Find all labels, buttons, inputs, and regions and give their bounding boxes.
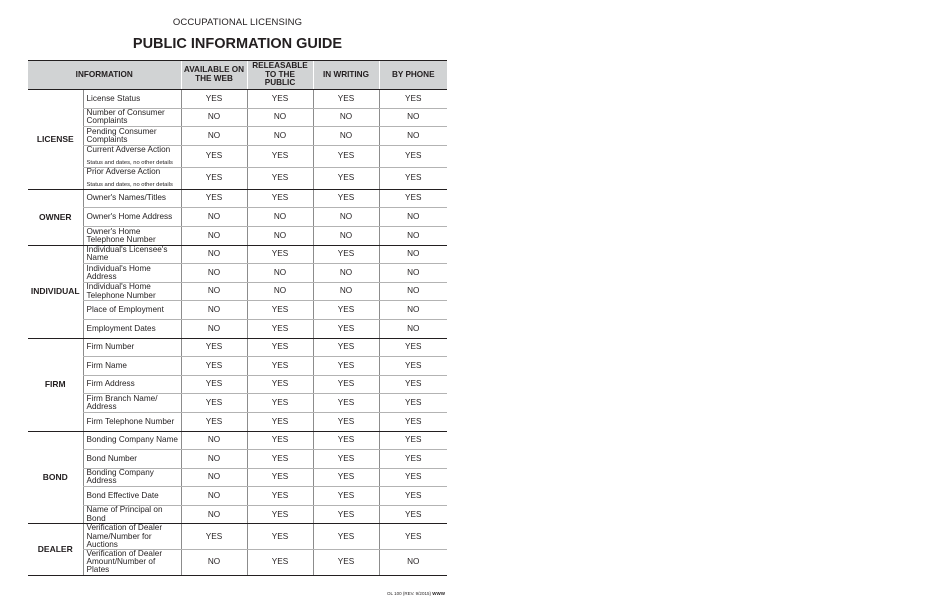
table-row [28, 550, 447, 576]
writing-value: YES [313, 145, 379, 167]
table-row [28, 450, 447, 469]
public-value: YES [247, 301, 313, 320]
web-value: NO [181, 450, 247, 469]
table-row [28, 208, 447, 227]
info-label: Verification of Dealer Amount/Number of Plates [86, 549, 163, 575]
info-cell [83, 468, 181, 487]
phone-value: YES [379, 505, 447, 524]
writing-value: YES [313, 245, 379, 264]
phone-value: YES [379, 189, 447, 208]
writing-value: YES [313, 375, 379, 394]
info-cell [83, 524, 181, 550]
table-row [28, 319, 447, 338]
info-cell [83, 245, 181, 264]
table-row [28, 189, 447, 208]
phone-value: NO [379, 226, 447, 245]
phone-value: YES [379, 431, 447, 450]
phone-value: YES [379, 450, 447, 469]
public-value: YES [247, 487, 313, 506]
phone-value: YES [379, 394, 447, 413]
info-label: Individual's Home Address [86, 263, 151, 281]
info-label: Firm Branch Name/ Address [86, 393, 158, 412]
writing-value: YES [313, 357, 379, 376]
writing-value: YES [313, 301, 379, 320]
info-label: Individual's Home Telephone Number [86, 282, 156, 300]
public-value: YES [247, 189, 313, 208]
writing-value: YES [313, 319, 379, 338]
info-cell [83, 450, 181, 469]
phone-value: YES [379, 468, 447, 487]
table-row [28, 338, 447, 357]
public-value: YES [247, 550, 313, 576]
public-value: YES [247, 319, 313, 338]
info-label: Prior Adverse Action [86, 167, 161, 176]
public-value: YES [247, 357, 313, 376]
info-cell [83, 108, 181, 127]
info-label: Employment Dates [86, 323, 156, 333]
column-header-information: INFORMATION [28, 61, 181, 90]
table-row [28, 412, 447, 431]
public-value: YES [247, 431, 313, 450]
public-value: YES [247, 167, 313, 189]
public-value: YES [247, 505, 313, 524]
info-cell [83, 208, 181, 227]
writing-value: YES [313, 487, 379, 506]
phone-value: NO [379, 127, 447, 146]
writing-value: NO [313, 108, 379, 127]
web-value: YES [181, 524, 247, 550]
public-value: YES [247, 375, 313, 394]
info-label: Owner's Home Telephone Number [86, 226, 156, 244]
document-title: PUBLIC INFORMATION GUIDE [132, 36, 343, 52]
web-value: NO [181, 550, 247, 576]
web-value: NO [181, 282, 247, 301]
writing-value: NO [313, 127, 379, 146]
web-value: NO [181, 468, 247, 487]
info-label: Current Adverse Action [86, 145, 171, 154]
footer-suffix: WWW [432, 591, 445, 596]
writing-value: YES [313, 550, 379, 576]
web-value: NO [181, 301, 247, 320]
phone-value: NO [379, 108, 447, 127]
category-individual: INDIVIDUAL [28, 245, 83, 338]
phone-value: NO [379, 264, 447, 283]
info-cell [83, 282, 181, 301]
table-row [28, 505, 447, 524]
info-label: Bond Effective Date [86, 490, 159, 500]
column-header-phone: BY PHONE [379, 61, 447, 90]
web-value: NO [181, 505, 247, 524]
public-value: YES [247, 450, 313, 469]
phone-value: NO [379, 319, 447, 338]
public-value: YES [247, 245, 313, 264]
web-value: NO [181, 431, 247, 450]
info-cell [83, 550, 181, 576]
info-cell [83, 412, 181, 431]
web-value: YES [181, 145, 247, 167]
web-value: NO [181, 487, 247, 506]
web-value: YES [181, 338, 247, 357]
web-value: YES [181, 412, 247, 431]
public-value: YES [247, 394, 313, 413]
writing-value: YES [313, 338, 379, 357]
public-value: YES [247, 338, 313, 357]
public-value: NO [247, 282, 313, 301]
writing-value: YES [313, 394, 379, 413]
table-row [28, 487, 447, 506]
phone-value: NO [379, 282, 447, 301]
table-row [28, 245, 447, 264]
table-row [28, 226, 447, 245]
form-footer [387, 591, 445, 596]
info-label: Bonding Company Name [86, 435, 178, 445]
writing-value: YES [313, 450, 379, 469]
web-value: NO [181, 208, 247, 227]
info-label: Place of Employment [86, 305, 164, 315]
category-owner: OWNER [28, 189, 83, 245]
table-row [28, 431, 447, 450]
public-value: NO [247, 108, 313, 127]
writing-value: NO [313, 282, 379, 301]
info-cell [83, 505, 181, 524]
info-cell [83, 189, 181, 208]
table-row [28, 127, 447, 146]
web-value: NO [181, 127, 247, 146]
writing-value: NO [313, 226, 379, 245]
public-value: NO [247, 264, 313, 283]
writing-value: NO [313, 264, 379, 283]
web-value: YES [181, 167, 247, 189]
table-row [28, 167, 447, 189]
writing-value: YES [313, 167, 379, 189]
phone-value: YES [379, 487, 447, 506]
writing-value: YES [313, 90, 379, 109]
web-value: NO [181, 226, 247, 245]
public-value: NO [247, 127, 313, 146]
info-note: Status and dates, no other details [86, 181, 173, 188]
phone-value: YES [379, 357, 447, 376]
writing-value: YES [313, 524, 379, 550]
table-row [28, 468, 447, 487]
phone-value: YES [379, 412, 447, 431]
category-firm: FIRM [28, 338, 83, 431]
category-license: LICENSE [28, 90, 83, 190]
table-row [28, 264, 447, 283]
public-value: YES [247, 524, 313, 550]
info-label: Individual's Licensee's Name [86, 245, 168, 263]
info-cell [83, 319, 181, 338]
info-cell [83, 301, 181, 320]
phone-value: YES [379, 375, 447, 394]
info-label: Firm Number [86, 342, 135, 352]
public-value: YES [247, 145, 313, 167]
info-cell [83, 431, 181, 450]
table-body [28, 90, 447, 576]
info-label: Name of Principal on Bond [86, 505, 163, 523]
info-label: Number of Consumer Complaints [86, 108, 165, 126]
writing-value: YES [313, 505, 379, 524]
info-cell [83, 394, 181, 413]
category-bond: BOND [28, 431, 83, 524]
phone-value: NO [379, 208, 447, 227]
column-header-writing: IN WRITING [313, 61, 379, 90]
writing-value: YES [313, 431, 379, 450]
public-value: NO [247, 208, 313, 227]
info-label: Bonding Company Address [86, 468, 154, 486]
writing-value: NO [313, 208, 379, 227]
form-id: OL 100 (REV. 9/2015) [387, 591, 431, 596]
writing-value: YES [313, 412, 379, 431]
info-label: Owner's Names/Titles [86, 193, 167, 203]
table-row [28, 394, 447, 413]
phone-value: NO [379, 245, 447, 264]
column-header-public: RELEASABLE TO THE PUBLIC [247, 61, 313, 90]
info-cell [83, 145, 181, 167]
document-subtitle: OCCUPATIONAL LICENSING [172, 17, 303, 28]
table-header-row [28, 61, 447, 90]
table-row [28, 90, 447, 109]
web-value: NO [181, 245, 247, 264]
info-cell [83, 167, 181, 189]
phone-value: YES [379, 524, 447, 550]
info-cell [83, 90, 181, 109]
table-row [28, 357, 447, 376]
column-header-web: AVAILABLE ON THE WEB [181, 61, 247, 90]
web-value: YES [181, 189, 247, 208]
info-label: License Status [86, 93, 141, 103]
info-label: Verification of Dealer Name/Number for Auctions [86, 523, 163, 549]
web-value: YES [181, 375, 247, 394]
info-label: Owner's Home Address [86, 212, 173, 222]
info-label: Firm Telephone Number [86, 416, 175, 426]
phone-value: NO [379, 301, 447, 320]
info-cell [83, 226, 181, 245]
web-value: YES [181, 90, 247, 109]
info-cell [83, 264, 181, 283]
info-label: Bond Number [86, 453, 138, 463]
writing-value: YES [313, 468, 379, 487]
category-dealer: DEALER [28, 524, 83, 575]
info-note: Status and dates, no other details [86, 159, 173, 166]
phone-value: YES [379, 145, 447, 167]
public-information-table [28, 60, 447, 576]
public-value: YES [247, 90, 313, 109]
table-row [28, 524, 447, 550]
public-value: NO [247, 226, 313, 245]
writing-value: YES [313, 189, 379, 208]
table-row [28, 282, 447, 301]
web-value: YES [181, 394, 247, 413]
table-row [28, 108, 447, 127]
phone-value: YES [379, 338, 447, 357]
public-value: YES [247, 468, 313, 487]
web-value: NO [181, 264, 247, 283]
info-cell [83, 487, 181, 506]
info-cell [83, 127, 181, 146]
info-label: Firm Name [86, 360, 127, 370]
public-value: YES [247, 412, 313, 431]
info-cell [83, 375, 181, 394]
web-value: YES [181, 357, 247, 376]
web-value: NO [181, 319, 247, 338]
phone-value: YES [379, 90, 447, 109]
table-row [28, 301, 447, 320]
info-label: Firm Address [86, 379, 135, 389]
web-value: NO [181, 108, 247, 127]
table-row [28, 375, 447, 394]
phone-value: NO [379, 550, 447, 576]
info-label: Pending Consumer Complaints [86, 126, 157, 144]
phone-value: YES [379, 167, 447, 189]
info-cell [83, 338, 181, 357]
table-row [28, 145, 447, 167]
info-cell [83, 357, 181, 376]
